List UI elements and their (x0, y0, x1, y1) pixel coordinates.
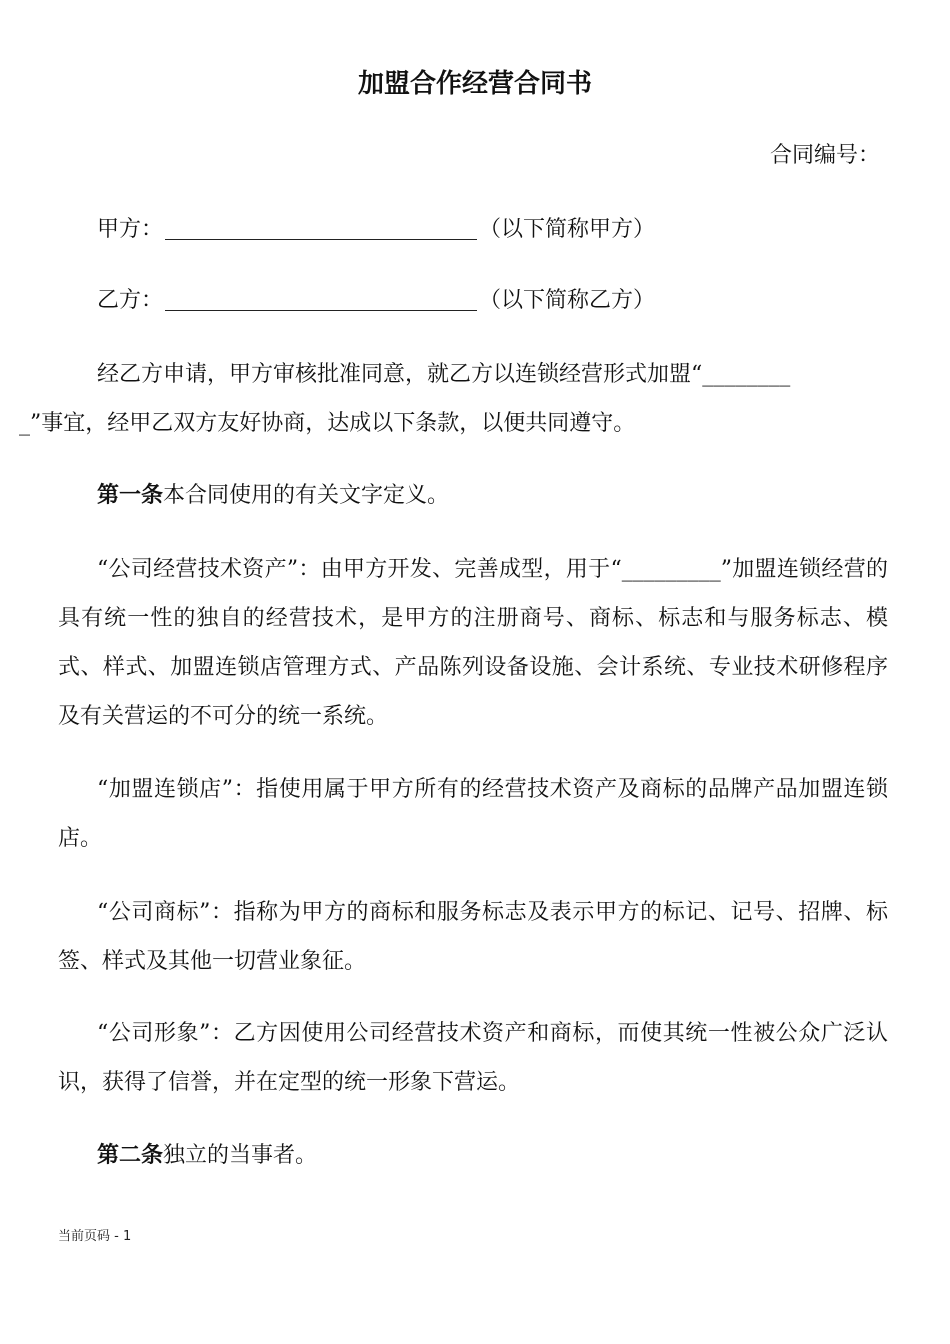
document-title: 加盟合作经营合同书 (357, 69, 592, 99)
definition-3: “公司商标”：指称为甲方的商标和服务标志及表示甲方的标记、记号、招牌、标签、样式及其他一切营业象征。 (58, 900, 888, 974)
page-number-footer: 当前页码 - 1 (58, 1229, 132, 1244)
definition-1-text-2: ”加盟连锁经营的具有统一性的独自的经营技术，是甲方的注册商号、商标、标志和与服务标志、模式、样式、加盟连锁店管理方式、产品陈列设备设施、会计系统、专业技术研修程序及有关营运的不可分的统一系统。 (58, 557, 888, 729)
article-1 (97, 480, 449, 512)
definition-1 (58, 545, 888, 741)
definition-1-blank: _________ (621, 557, 721, 582)
intro-paragraph (19, 350, 888, 448)
party-a-suffix: （以下简称甲方） (479, 217, 656, 242)
article-1-text: 本合同使用的有关文字定义。 (163, 483, 450, 508)
article-1-heading: 第一条 (97, 483, 164, 508)
article-2-heading: 第二条 (97, 1143, 164, 1168)
definition-1-text-1: “公司经营技术资产”：由甲方开发、完善成型，用于“ (97, 557, 622, 582)
party-a-label: 甲方： (97, 217, 164, 242)
intro-text-2: ”事宜，经甲乙双方友好协商，达成以下条款，以便共同遵守。 (30, 411, 636, 436)
article-2 (97, 1140, 317, 1172)
intro-blank: ________ (702, 362, 791, 387)
party-b-line (97, 285, 655, 317)
contract-number-label: 合同编号： (769, 143, 880, 168)
party-b-blank[interactable] (165, 288, 477, 311)
party-b-suffix: （以下简称乙方） (479, 288, 656, 313)
definition-4: “公司形象”：乙方因使用公司经营技术资产和商标，而使其统一性被公众广泛认识，获得了信誉，并在定型的统一形象下营运。 (58, 1021, 888, 1095)
definition-2: “加盟连锁店”：指使用属于甲方所有的经营技术资产及商标的品牌产品加盟连锁店。 (58, 777, 888, 851)
article-2-text: 独立的当事者。 (163, 1143, 318, 1168)
intro-text-1: 经乙方申请，甲方审核批准同意，就乙方以连锁经营形式加盟“ (97, 362, 703, 387)
party-b-label: 乙方： (97, 288, 164, 313)
party-a-blank[interactable] (165, 217, 477, 240)
party-a-line (97, 214, 655, 246)
intro-blank-cont: _ (19, 411, 30, 436)
